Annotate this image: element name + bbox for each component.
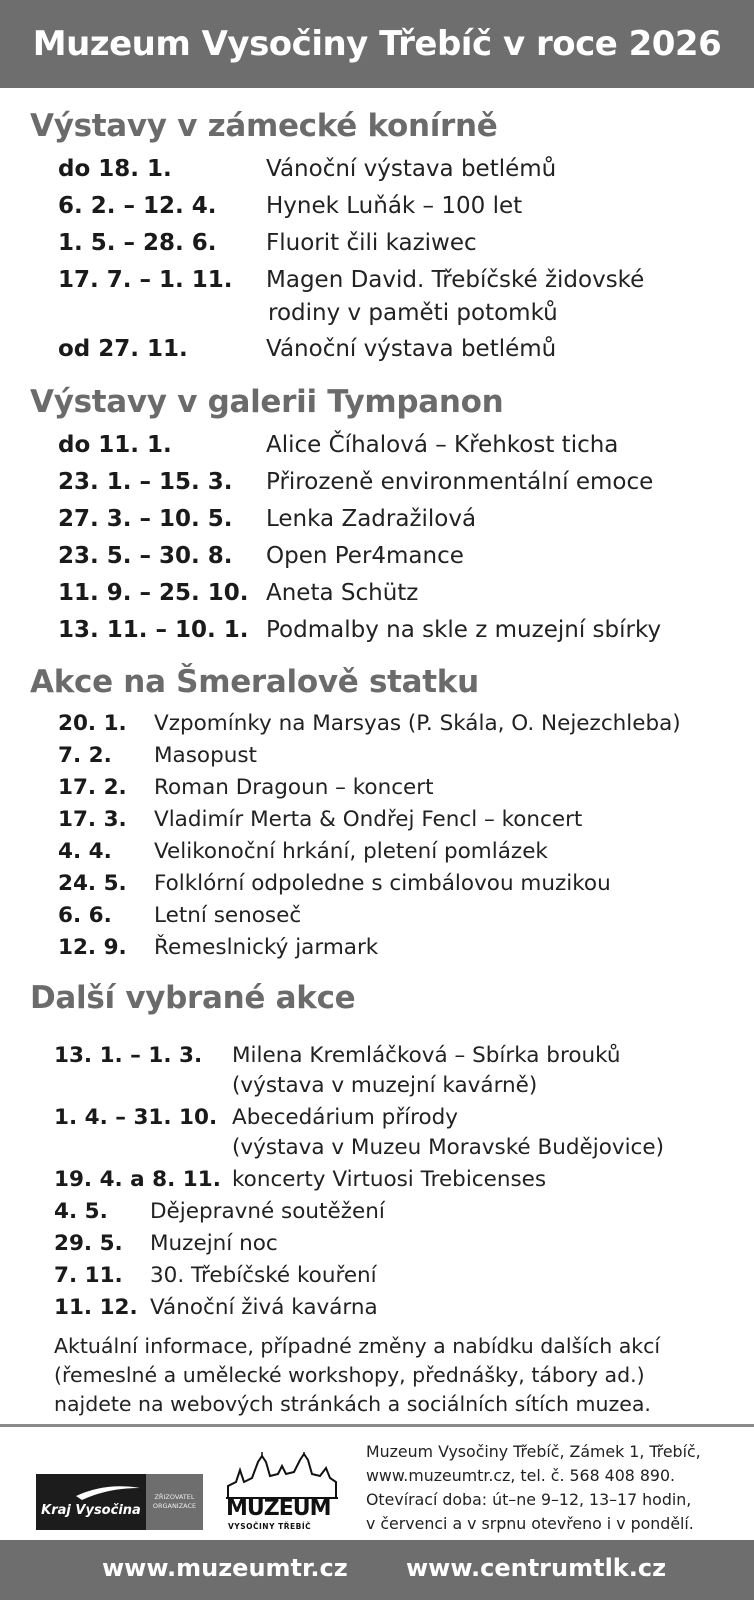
list-item xyxy=(58,502,738,536)
event-title: Vladimír Merta & Ondřej Fencl – koncert xyxy=(154,807,583,832)
event-date: 11. 12. xyxy=(54,1295,138,1320)
event-title: Folklórní odpoledne s cimbálovou muzikou xyxy=(154,871,611,896)
event-date: 20. 1. xyxy=(58,711,127,736)
footer-link-muzeumtr[interactable]: www.muzeumtr.cz xyxy=(102,1554,348,1582)
event-date: do 11. 1. xyxy=(58,432,172,458)
event-title: 30. Třebíčské kouření xyxy=(150,1263,377,1288)
event-title: Alice Číhalová – Křehkost ticha xyxy=(266,432,619,458)
event-title: Aneta Schütz xyxy=(266,580,419,606)
castle-icon xyxy=(222,1452,342,1500)
list-item xyxy=(58,152,738,186)
list-item xyxy=(58,576,738,610)
section-title-konirna: Výstavy v zámecké konírně xyxy=(30,108,498,144)
info-note xyxy=(54,1332,734,1419)
list-item xyxy=(54,1102,744,1166)
list-item xyxy=(58,708,748,740)
event-date: 17. 7. – 1. 11. xyxy=(58,267,233,293)
event-title: Vánoční živá kavárna xyxy=(150,1295,378,1320)
event-date: 11. 9. – 25. 10. xyxy=(58,580,249,606)
event-date: 1. 4. – 31. 10. xyxy=(54,1105,218,1130)
event-title-cont: (výstava v Muzeu Moravské Budějovice) xyxy=(232,1135,664,1160)
footer-link-centrumtlk[interactable]: www.centrumtlk.cz xyxy=(406,1554,667,1582)
event-title: Řemeslnický jarmark xyxy=(154,935,379,960)
list-item xyxy=(54,1164,744,1196)
list-item xyxy=(58,428,738,462)
list-item xyxy=(58,740,748,772)
event-date: do 18. 1. xyxy=(58,156,172,182)
event-title: Muzejní noc xyxy=(150,1231,278,1256)
contact-line: www.muzeumtr.cz, tel. č. 568 408 890. xyxy=(366,1466,676,1485)
list-item xyxy=(58,772,748,804)
event-title: Vánoční výstava betlémů xyxy=(266,336,557,362)
info-note-line: Aktuální informace, případné změny a nabídku dalších akcí xyxy=(54,1334,661,1358)
list-item xyxy=(54,1196,744,1228)
list-item xyxy=(54,1260,744,1292)
section-title-dalsi-akce: Další vybrané akce xyxy=(30,980,356,1016)
event-title: koncerty Virtuosi Trebicenses xyxy=(232,1167,547,1192)
event-title: Magen David. Třebíčské židovské xyxy=(266,267,645,293)
event-date: 4. 5. xyxy=(54,1199,108,1224)
event-title-cont: (výstava v muzejní kavárně) xyxy=(232,1073,538,1098)
list-item xyxy=(58,332,738,366)
event-date: 13. 11. – 10. 1. xyxy=(58,617,249,643)
event-title: Abecedárium přírody xyxy=(232,1105,459,1130)
list-item xyxy=(58,932,748,964)
event-title: Dějepravné soutěžení xyxy=(150,1199,385,1224)
page-header xyxy=(0,0,754,88)
event-date: 1. 5. – 28. 6. xyxy=(58,230,217,256)
event-date: 23. 1. – 15. 3. xyxy=(58,469,233,495)
event-title: Lenka Zadražilová xyxy=(266,506,477,532)
muzeum-logo-title: MUZEUM xyxy=(226,1496,331,1521)
event-date: 6. 6. xyxy=(58,903,112,928)
list-item xyxy=(58,868,748,900)
event-date: 6. 2. – 12. 4. xyxy=(58,193,217,219)
list-item xyxy=(58,189,738,223)
muzeum-logo xyxy=(222,1452,342,1536)
event-title-cont: rodiny v paměti potomků xyxy=(268,300,558,326)
event-title: Vzpomínky na Marsyas (P. Skála, O. Nejezchleba) xyxy=(154,711,681,736)
event-date: od 27. 11. xyxy=(58,336,188,362)
event-date: 13. 1. – 1. 3. xyxy=(54,1043,203,1068)
divider xyxy=(0,1424,754,1427)
event-title: Fluorit čili kaziwec xyxy=(266,230,477,256)
event-title: Open Per4mance xyxy=(266,543,464,569)
list-item xyxy=(58,465,738,499)
list-item xyxy=(54,1292,744,1324)
list-item xyxy=(58,613,748,647)
event-date: 17. 3. xyxy=(58,807,127,832)
list-item xyxy=(58,804,748,836)
list-item xyxy=(58,539,738,573)
event-date: 29. 5. xyxy=(54,1231,123,1256)
contact-line: Otevírací doba: út–ne 9–12, 13–17 hodin, xyxy=(366,1490,692,1509)
info-note-line: (řemeslné a umělecké workshopy, přednášky, tábory ad.) xyxy=(54,1363,645,1387)
kraj-logo-name: Kraj Vysočina xyxy=(41,1502,141,1518)
page-title: Muzeum Vysočiny Třebíč v roce 2026 xyxy=(32,24,722,64)
info-note-line: najdete na webových stránkách a sociálních sítích muzea. xyxy=(54,1392,651,1416)
kraj-logo-tag: ZŘIZOVATEL ORGANIZACE xyxy=(146,1474,203,1530)
section-title-smeraluv-statek: Akce na Šmeralově statku xyxy=(30,664,479,700)
section-title-tympanon: Výstavy v galerii Tympanon xyxy=(30,384,504,420)
list-item xyxy=(58,226,738,260)
event-title: Hynek Luňák – 100 let xyxy=(266,193,523,219)
event-title: Roman Dragoun – koncert xyxy=(154,775,434,800)
event-date: 17. 2. xyxy=(58,775,127,800)
event-date: 19. 4. a 8. 11. xyxy=(54,1167,221,1192)
event-title: Přirozeně environmentální emoce xyxy=(266,469,654,495)
event-title: Velikonoční hrkání, pletení pomlázek xyxy=(154,839,548,864)
event-date: 7. 2. xyxy=(58,743,112,768)
contact-info xyxy=(366,1440,746,1536)
list-item xyxy=(58,900,748,932)
event-title: Masopust xyxy=(154,743,257,768)
event-title: Podmalby na skle z muzejní sbírky xyxy=(266,617,662,643)
list-item xyxy=(58,263,738,331)
list-item xyxy=(54,1228,744,1260)
event-date: 12. 9. xyxy=(58,935,127,960)
event-date: 7. 11. xyxy=(54,1263,123,1288)
kraj-vysocina-logo xyxy=(36,1474,203,1530)
event-title: Vánoční výstava betlémů xyxy=(266,156,557,182)
event-date: 4. 4. xyxy=(58,839,112,864)
event-date: 23. 5. – 30. 8. xyxy=(58,543,233,569)
contact-line: Muzeum Vysočiny Třebíč, Zámek 1, Třebíč, xyxy=(366,1442,701,1461)
event-date: 24. 5. xyxy=(58,871,127,896)
event-title: Letní senoseč xyxy=(154,903,302,928)
event-title: Milena Kremláčková – Sbírka brouků xyxy=(232,1043,621,1068)
contact-line: v červenci a v srpnu otevřeno i v pondělí. xyxy=(366,1514,694,1533)
event-date: 27. 3. – 10. 5. xyxy=(58,506,233,532)
list-item xyxy=(58,836,748,868)
kraj-logo-mark xyxy=(36,1474,146,1530)
list-item xyxy=(54,1040,744,1104)
page-footer xyxy=(0,1540,754,1600)
muzeum-logo-subtitle: VYSOČINY TŘEBÍČ xyxy=(228,1522,312,1531)
